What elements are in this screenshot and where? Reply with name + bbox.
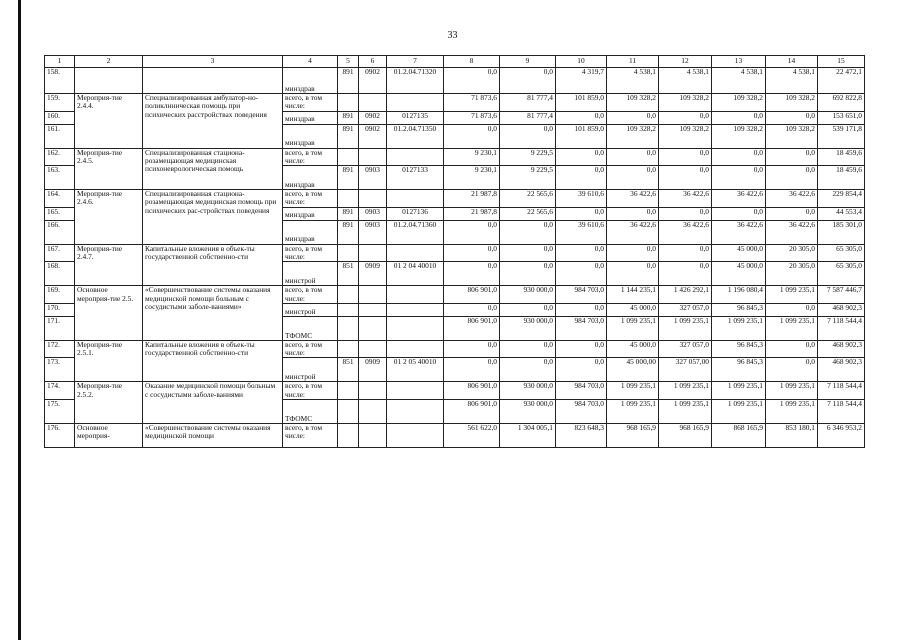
amount-cell: 20 305,0 — [766, 262, 818, 286]
code-grbs — [338, 382, 359, 400]
row-number: 174. — [45, 382, 75, 400]
code-csr — [387, 423, 444, 447]
row-number: 171. — [45, 316, 75, 340]
amount-cell: 0,0 — [766, 358, 818, 382]
amount-cell: 1 099 235,1 — [607, 382, 659, 400]
column-header: 1 — [45, 56, 75, 68]
amount-cell: 153 651,0 — [818, 111, 865, 124]
scan-edge-bar — [18, 0, 21, 640]
amount-cell: 0,0 — [500, 220, 556, 244]
amount-cell: 36 422,6 — [766, 220, 818, 244]
amount-cell: 0,0 — [556, 111, 607, 124]
amount-cell: 930 000,0 — [500, 382, 556, 400]
code-rzpr — [359, 190, 387, 208]
amount-cell: 0,0 — [556, 358, 607, 382]
column-header: 14 — [766, 56, 818, 68]
amount-cell: 0,0 — [500, 340, 556, 358]
amount-cell: 0,0 — [659, 111, 712, 124]
row-number: 160. — [45, 111, 75, 124]
amount-cell: 0,0 — [556, 166, 607, 190]
funding-source: ТФОМС — [283, 399, 338, 423]
code-rzpr: 0909 — [359, 358, 387, 382]
amount-cell: 0,0 — [607, 207, 659, 220]
code-csr: 01 2 04 40010 — [387, 262, 444, 286]
code-grbs — [338, 94, 359, 112]
amount-cell: 0,0 — [659, 244, 712, 262]
row-number: 173. — [45, 358, 75, 382]
amount-cell: 0,0 — [659, 262, 712, 286]
table-row — [45, 423, 865, 447]
amount-cell: 806 901,0 — [444, 399, 500, 423]
measure-description: Специализированная стациона-розамещающая медицинская помощь при психических рас-стройствах поведения — [143, 190, 283, 245]
amount-cell: 4 538,1 — [659, 68, 712, 94]
column-header: 7 — [387, 56, 444, 68]
code-grbs — [338, 148, 359, 166]
row-number: 176. — [45, 423, 75, 447]
amount-cell: 4 538,1 — [766, 68, 818, 94]
funding-source: всего, в том числе: — [283, 423, 338, 447]
amount-cell: 109 328,2 — [766, 94, 818, 112]
amount-cell: 36 422,6 — [766, 190, 818, 208]
amount-cell: 1 099 235,1 — [607, 399, 659, 423]
row-number: 166. — [45, 220, 75, 244]
amount-cell: 1 144 235,1 — [607, 286, 659, 304]
amount-cell: 468 902,3 — [818, 340, 865, 358]
code-rzpr: 0902 — [359, 68, 387, 94]
code-csr — [387, 382, 444, 400]
measure-name: Мероприя-тие 2.4.4. — [75, 94, 143, 149]
column-header: 2 — [75, 56, 143, 68]
amount-cell: 0,0 — [500, 244, 556, 262]
row-number: 161. — [45, 124, 75, 148]
amount-cell: 71 873,6 — [444, 94, 500, 112]
column-header: 10 — [556, 56, 607, 68]
budget-table — [44, 55, 865, 448]
amount-cell: 0,0 — [444, 262, 500, 286]
amount-cell: 9 230,1 — [444, 148, 500, 166]
amount-cell: 930 000,0 — [500, 316, 556, 340]
code-csr — [387, 340, 444, 358]
amount-cell: 0,0 — [500, 303, 556, 316]
amount-cell: 101 859,0 — [556, 94, 607, 112]
amount-cell: 109 328,2 — [607, 94, 659, 112]
amount-cell: 1 099 235,1 — [766, 399, 818, 423]
amount-cell: 20 305,0 — [766, 244, 818, 262]
code-rzpr: 0903 — [359, 207, 387, 220]
table-row — [45, 244, 865, 262]
amount-cell: 0,0 — [659, 148, 712, 166]
amount-cell: 806 901,0 — [444, 382, 500, 400]
code-grbs — [338, 244, 359, 262]
code-rzpr: 0902 — [359, 124, 387, 148]
funding-source: минздрав — [283, 124, 338, 148]
column-header: 3 — [143, 56, 283, 68]
row-number: 159. — [45, 94, 75, 112]
amount-cell: 539 171,8 — [818, 124, 865, 148]
amount-cell: 0,0 — [766, 340, 818, 358]
amount-cell: 0,0 — [607, 262, 659, 286]
code-csr — [387, 316, 444, 340]
amount-cell: 1 099 235,1 — [659, 316, 712, 340]
column-header-row — [45, 56, 865, 68]
amount-cell: 45 000,0 — [607, 340, 659, 358]
amount-cell: 0,0 — [500, 358, 556, 382]
amount-cell: 0,0 — [766, 303, 818, 316]
amount-cell: 968 165,9 — [607, 423, 659, 447]
row-number: 172. — [45, 340, 75, 358]
amount-cell: 0,0 — [766, 148, 818, 166]
amount-cell: 0,0 — [444, 124, 500, 148]
code-rzpr: 0902 — [359, 111, 387, 124]
amount-cell: 21 987,8 — [444, 207, 500, 220]
row-number: 175. — [45, 399, 75, 423]
measure-name — [75, 68, 143, 94]
row-number: 167. — [45, 244, 75, 262]
amount-cell: 21 987,8 — [444, 190, 500, 208]
amount-cell: 109 328,2 — [659, 94, 712, 112]
funding-source: всего, в том числе: — [283, 148, 338, 166]
amount-cell: 0,0 — [556, 207, 607, 220]
amount-cell: 0,0 — [556, 244, 607, 262]
column-header: 15 — [818, 56, 865, 68]
amount-cell: 327 057,00 — [659, 358, 712, 382]
code-rzpr — [359, 399, 387, 423]
funding-source: всего, в том числе: — [283, 94, 338, 112]
amount-cell: 96 845,3 — [712, 358, 766, 382]
amount-cell: 0,0 — [444, 358, 500, 382]
amount-cell: 930 000,0 — [500, 286, 556, 304]
code-rzpr — [359, 244, 387, 262]
code-grbs — [338, 423, 359, 447]
amount-cell: 806 901,0 — [444, 286, 500, 304]
amount-cell: 1 099 235,1 — [712, 316, 766, 340]
amount-cell: 36 422,6 — [607, 190, 659, 208]
amount-cell: 868 165,9 — [712, 423, 766, 447]
amount-cell: 692 822,8 — [818, 94, 865, 112]
code-grbs — [338, 303, 359, 316]
code-grbs: 851 — [338, 262, 359, 286]
amount-cell: 0,0 — [659, 166, 712, 190]
column-header: 8 — [444, 56, 500, 68]
code-rzpr: 0909 — [359, 262, 387, 286]
code-grbs — [338, 190, 359, 208]
amount-cell: 0,0 — [659, 207, 712, 220]
column-header: 12 — [659, 56, 712, 68]
amount-cell: 45 000,0 — [607, 303, 659, 316]
amount-cell: 96 845,3 — [712, 340, 766, 358]
amount-cell: 36 422,6 — [712, 220, 766, 244]
amount-cell: 327 057,0 — [659, 303, 712, 316]
amount-cell: 468 902,3 — [818, 303, 865, 316]
code-rzpr — [359, 340, 387, 358]
funding-source: минстрой — [283, 358, 338, 382]
amount-cell: 4 538,1 — [607, 68, 659, 94]
amount-cell: 36 422,6 — [659, 220, 712, 244]
amount-cell: 1 099 235,1 — [659, 382, 712, 400]
measure-name: Мероприя-тие 2.4.7. — [75, 244, 143, 286]
amount-cell: 101 859,0 — [556, 124, 607, 148]
amount-cell: 1 426 292,1 — [659, 286, 712, 304]
funding-source: всего, в том числе: — [283, 340, 338, 358]
amount-cell: 185 301,0 — [818, 220, 865, 244]
code-csr — [387, 303, 444, 316]
code-grbs: 891 — [338, 207, 359, 220]
amount-cell: 1 304 005,1 — [500, 423, 556, 447]
row-number: 158. — [45, 68, 75, 94]
code-grbs — [338, 316, 359, 340]
amount-cell: 823 648,3 — [556, 423, 607, 447]
amount-cell: 0,0 — [556, 303, 607, 316]
amount-cell: 22 472,1 — [818, 68, 865, 94]
amount-cell: 65 305,0 — [818, 244, 865, 262]
column-header: 4 — [283, 56, 338, 68]
amount-cell: 984 703,0 — [556, 286, 607, 304]
amount-cell: 1 099 235,1 — [712, 399, 766, 423]
measure-description — [143, 68, 283, 94]
column-header: 11 — [607, 56, 659, 68]
funding-source: минздрав — [283, 166, 338, 190]
row-number: 165. — [45, 207, 75, 220]
amount-cell: 0,0 — [712, 148, 766, 166]
code-grbs: 851 — [338, 358, 359, 382]
amount-cell: 22 565,6 — [500, 207, 556, 220]
row-number: 168. — [45, 262, 75, 286]
amount-cell: 109 328,2 — [659, 124, 712, 148]
funding-source: минздрав — [283, 220, 338, 244]
code-csr: 0127135 — [387, 111, 444, 124]
code-grbs: 891 — [338, 166, 359, 190]
code-grbs: 891 — [338, 124, 359, 148]
amount-cell: 39 610,6 — [556, 220, 607, 244]
measure-description: Специализированная амбулатор-но-поликлиническая помощь при психических расстройствах поведения — [143, 94, 283, 149]
row-number: 163. — [45, 166, 75, 190]
measure-description: «Совершенствование системы оказания медицинской помощи — [143, 423, 283, 447]
amount-cell: 930 000,0 — [500, 399, 556, 423]
table-row — [45, 148, 865, 166]
code-rzpr: 0903 — [359, 166, 387, 190]
amount-cell: 853 180,1 — [766, 423, 818, 447]
amount-cell: 7 587 446,7 — [818, 286, 865, 304]
amount-cell: 39 610,6 — [556, 190, 607, 208]
amount-cell: 0,0 — [766, 207, 818, 220]
table-row — [45, 68, 865, 94]
amount-cell: 36 422,6 — [607, 220, 659, 244]
page-number: 33 — [447, 30, 458, 41]
code-csr — [387, 399, 444, 423]
amount-cell: 7 118 544,4 — [818, 382, 865, 400]
funding-source: минстрой — [283, 262, 338, 286]
amount-cell: 7 118 544,4 — [818, 399, 865, 423]
amount-cell: 984 703,0 — [556, 399, 607, 423]
amount-cell: 0,0 — [556, 262, 607, 286]
amount-cell: 81 777,4 — [500, 94, 556, 112]
funding-source: минздрав — [283, 111, 338, 124]
amount-cell: 18 459,6 — [818, 166, 865, 190]
amount-cell: 45 000,00 — [607, 358, 659, 382]
amount-cell: 0,0 — [556, 148, 607, 166]
row-number: 164. — [45, 190, 75, 208]
amount-cell: 1 196 080,4 — [712, 286, 766, 304]
code-csr: 01.2.04.71360 — [387, 220, 444, 244]
code-rzpr — [359, 316, 387, 340]
amount-cell: 0,0 — [766, 166, 818, 190]
amount-cell: 0,0 — [444, 340, 500, 358]
row-number: 170. — [45, 303, 75, 316]
code-rzpr — [359, 303, 387, 316]
measure-description: Специализированная стациона-розамещающая медицинская психоневрологическая помощь — [143, 148, 283, 190]
amount-cell: 0,0 — [607, 166, 659, 190]
code-csr — [387, 94, 444, 112]
amount-cell: 984 703,0 — [556, 316, 607, 340]
amount-cell: 44 553,4 — [818, 207, 865, 220]
amount-cell: 7 118 544,4 — [818, 316, 865, 340]
amount-cell: 109 328,2 — [766, 124, 818, 148]
funding-source: всего, в том числе: — [283, 244, 338, 262]
amount-cell: 0,0 — [712, 111, 766, 124]
amount-cell: 0,0 — [607, 244, 659, 262]
column-header: 6 — [359, 56, 387, 68]
measure-description: Капитальные вложения в объек-ты государственной собственно-сти — [143, 340, 283, 382]
amount-cell: 0,0 — [500, 262, 556, 286]
column-header: 5 — [338, 56, 359, 68]
amount-cell: 0,0 — [500, 124, 556, 148]
amount-cell: 229 854,4 — [818, 190, 865, 208]
measure-name: Мероприя-тие 2.4.5. — [75, 148, 143, 190]
code-csr: 0127136 — [387, 207, 444, 220]
code-csr — [387, 190, 444, 208]
code-rzpr — [359, 148, 387, 166]
code-rzpr — [359, 423, 387, 447]
code-csr — [387, 286, 444, 304]
amount-cell: 0,0 — [444, 303, 500, 316]
code-rzpr: 0903 — [359, 220, 387, 244]
amount-cell: 9 229,5 — [500, 166, 556, 190]
amount-cell: 1 099 235,1 — [712, 382, 766, 400]
code-grbs: 891 — [338, 111, 359, 124]
amount-cell: 45 000,0 — [712, 262, 766, 286]
amount-cell: 71 873,6 — [444, 111, 500, 124]
code-csr: 0127133 — [387, 166, 444, 190]
amount-cell: 18 459,6 — [818, 148, 865, 166]
code-grbs: 891 — [338, 220, 359, 244]
amount-cell: 0,0 — [766, 111, 818, 124]
code-csr — [387, 148, 444, 166]
table-row — [45, 190, 865, 208]
amount-cell: 806 901,0 — [444, 316, 500, 340]
funding-source: минздрав — [283, 207, 338, 220]
code-grbs: 891 — [338, 68, 359, 94]
amount-cell: 0,0 — [444, 220, 500, 244]
row-number: 162. — [45, 148, 75, 166]
amount-cell: 9 229,5 — [500, 148, 556, 166]
amount-cell: 36 422,6 — [712, 190, 766, 208]
code-csr: 01 2 05 40010 — [387, 358, 444, 382]
code-rzpr — [359, 94, 387, 112]
amount-cell: 109 328,2 — [712, 124, 766, 148]
table-row — [45, 340, 865, 358]
table-row — [45, 382, 865, 400]
amount-cell: 1 099 235,1 — [766, 316, 818, 340]
table-row — [45, 94, 865, 112]
funding-source: всего, в том числе: — [283, 190, 338, 208]
measure-name: Мероприя-тие 2.4.6. — [75, 190, 143, 245]
amount-cell: 0,0 — [712, 166, 766, 190]
amount-cell: 96 845,3 — [712, 303, 766, 316]
amount-cell: 65 305,0 — [818, 262, 865, 286]
amount-cell: 0,0 — [444, 68, 500, 94]
amount-cell: 9 230,1 — [444, 166, 500, 190]
amount-cell: 561 622,0 — [444, 423, 500, 447]
amount-cell: 468 902,3 — [818, 358, 865, 382]
funding-source: минстрой — [283, 303, 338, 316]
amount-cell: 81 777,4 — [500, 111, 556, 124]
measure-description: Капитальные вложения в объек-ты государственной собственно-сти — [143, 244, 283, 286]
amount-cell: 0,0 — [712, 207, 766, 220]
measure-description: Оказание медицинской помощи больным с сосудистыми заболе-ваниями — [143, 382, 283, 424]
amount-cell: 22 565,6 — [500, 190, 556, 208]
measure-description: «Совершенствование системы оказания медицинской помощи больным с сосудистыми заболе-ваниями» — [143, 286, 283, 341]
code-grbs — [338, 399, 359, 423]
row-number: 169. — [45, 286, 75, 304]
column-header: 9 — [500, 56, 556, 68]
funding-source: ТФОМС — [283, 316, 338, 340]
amount-cell: 984 703,0 — [556, 382, 607, 400]
amount-cell: 36 422,6 — [659, 190, 712, 208]
code-csr — [387, 244, 444, 262]
amount-cell: 1 099 235,1 — [659, 399, 712, 423]
amount-cell: 0,0 — [500, 68, 556, 94]
measure-name: Мероприя-тие 2.5.1. — [75, 340, 143, 382]
amount-cell: 4 538,1 — [712, 68, 766, 94]
code-grbs — [338, 340, 359, 358]
amount-cell: 0,0 — [607, 111, 659, 124]
amount-cell: 4 319,7 — [556, 68, 607, 94]
amount-cell: 6 346 953,2 — [818, 423, 865, 447]
amount-cell: 327 057,0 — [659, 340, 712, 358]
measure-name: Основное мероприя- — [75, 423, 143, 447]
amount-cell: 1 099 235,1 — [607, 316, 659, 340]
code-csr: 01.2.04.71320 — [387, 68, 444, 94]
amount-cell: 0,0 — [444, 244, 500, 262]
measure-name: Мероприя-тие 2.5.2. — [75, 382, 143, 424]
amount-cell: 45 000,0 — [712, 244, 766, 262]
funding-source: всего, в том числе: — [283, 382, 338, 400]
code-csr: 01.2.04.71350 — [387, 124, 444, 148]
amount-cell: 968 165,9 — [659, 423, 712, 447]
measure-name: Основное мероприя-тие 2.5. — [75, 286, 143, 341]
funding-source: минздрав — [283, 68, 338, 94]
code-rzpr — [359, 382, 387, 400]
amount-cell: 1 099 235,1 — [766, 286, 818, 304]
funding-source: всего, в том числе: — [283, 286, 338, 304]
code-rzpr — [359, 286, 387, 304]
amount-cell: 109 328,2 — [607, 124, 659, 148]
amount-cell: 0,0 — [556, 340, 607, 358]
amount-cell: 109 328,2 — [712, 94, 766, 112]
column-header: 13 — [712, 56, 766, 68]
code-grbs — [338, 286, 359, 304]
amount-cell: 0,0 — [607, 148, 659, 166]
amount-cell: 1 099 235,1 — [766, 382, 818, 400]
table-row — [45, 286, 865, 304]
